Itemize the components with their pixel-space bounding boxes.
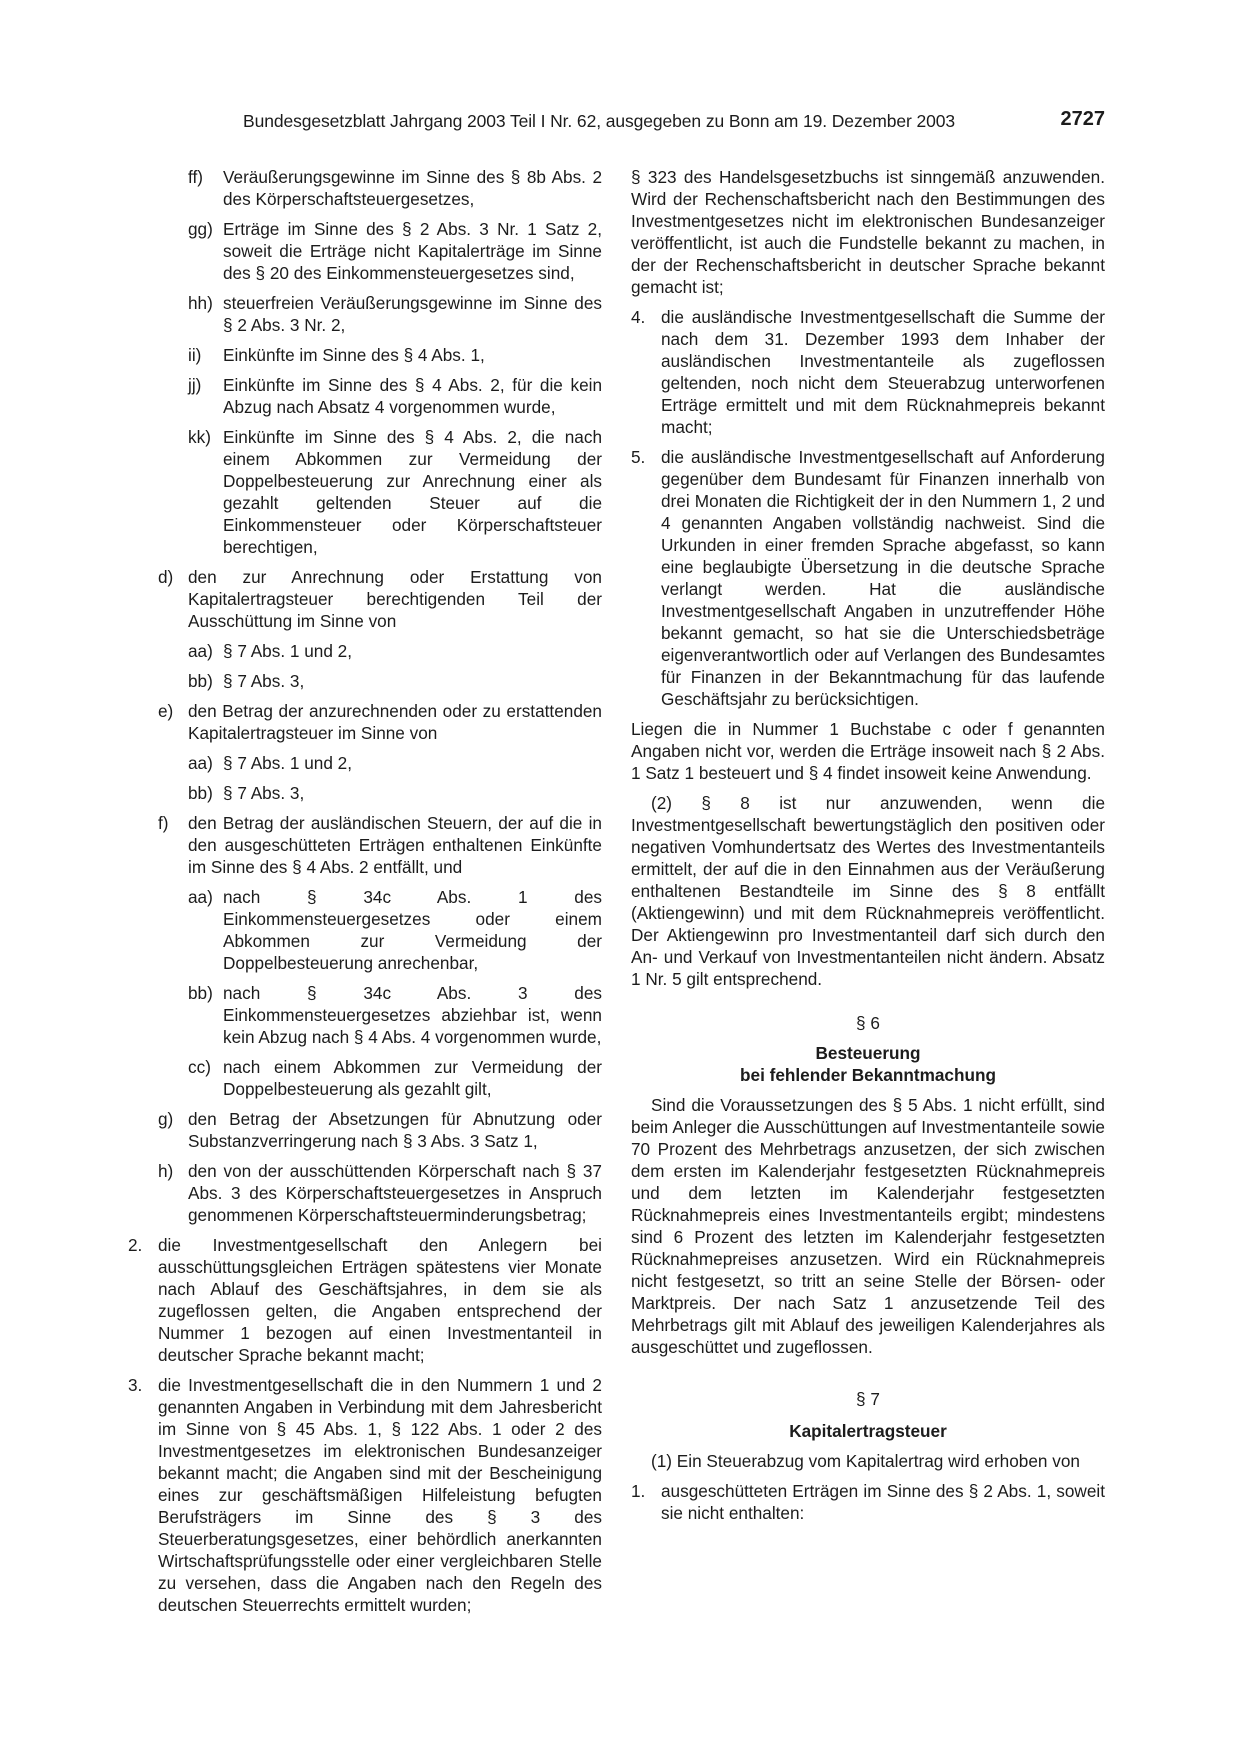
- list-item: [128, 1056, 602, 1100]
- item-text: den Betrag der anzurechnenden oder zu erstattenden Kapitalertragsteuer im Sinne von: [188, 701, 602, 743]
- list-item: [631, 306, 1105, 438]
- paragraph-2: (2) § 8 ist nur anzuwenden, wenn die Investmentgesellschaft bewertungstäglich den positiven oder negativen Vomhundertsatz des Wertes des Investmentanteils ermittelt, der auf die in den Einnahmen aus der Veräußerung enthaltenen Bestandteile im Sinne des § 8 entfällt (Aktiengewinn) und mit dem Rücknahmepreis veröffentlicht. Der Aktiengewinn pro Investmentanteil darf sich durch den An- und Verkauf von Investmentanteilen nicht ändern. Absatz 1 Nr. 5 gilt entsprechend.: [631, 793, 1105, 989]
- list-item: [128, 1160, 602, 1226]
- header-title: Bundesgesetzblatt Jahrgang 2003 Teil I Nr. 62, ausgegeben zu Bonn am 19. Dezember 2003: [243, 111, 955, 131]
- item-label: aa): [188, 887, 213, 907]
- item-text: nach § 34c Abs. 3 des Einkommensteuergesetzes abziehbar ist, wenn kein Abzug nach § 4 Abs. 4 vorgenommen wurde,: [223, 983, 602, 1047]
- item-text: Veräußerungsgewinne im Sinne des § 8b Abs. 2 des Körperschaftsteuergesetzes,: [223, 167, 602, 209]
- item-label: jj): [188, 375, 202, 395]
- item-text: den von der ausschüttenden Körperschaft nach § 37 Abs. 3 des Körperschaftsteuergesetzes in Anspruch genommenen Körperschaftsteuerminderungsbetrag;: [188, 1161, 602, 1225]
- list-item: [128, 426, 602, 558]
- item-label: aa): [188, 753, 213, 773]
- item-label: d): [158, 567, 174, 587]
- list-item: [128, 166, 602, 210]
- item-label: hh): [188, 293, 213, 313]
- item-text: den Betrag der Absetzungen für Abnutzung oder Substanzverringerung nach § 3 Abs. 3 Satz 1,: [188, 1109, 602, 1151]
- list-item: [128, 700, 602, 744]
- right-column: [631, 166, 1105, 1532]
- list-item: [128, 218, 602, 284]
- item-label: 5.: [631, 447, 646, 467]
- section-7-number: § 7: [856, 1389, 880, 1409]
- page-header: [243, 108, 1105, 136]
- item-label: 2.: [128, 1235, 143, 1255]
- list-item: [128, 374, 602, 418]
- item-text: § 7 Abs. 3,: [223, 783, 305, 803]
- continuation-text: § 323 des Handelsgesetzbuchs ist sinngemäß anzuwenden. Wird der Rechenschaftsbericht nach den Bestimmungen des Investmentgesetzes nicht im elektronischen Bundesanzeiger veröffentlicht, ist auch die Fundstelle bekannt zu machen, in der der Rechenschaftsbericht in deutscher Sprache bekannt gemacht ist;: [631, 167, 1105, 297]
- item-text: die ausländische Investmentgesellschaft die Summe der nach dem 31. Dezember 1993 dem Inhaber der ausländischen Investmentanteile als zugeflossen geltenden, noch nicht dem Steuerabzug unterworfenen Erträge ermittelt und mit dem Rücknahmepreis bekannt macht;: [661, 307, 1105, 437]
- list-item: [128, 1108, 602, 1152]
- list-item: [128, 782, 602, 804]
- item-text: ausgeschütteten Erträgen im Sinne des § 2 Abs. 1, soweit sie nicht enthalten:: [661, 1481, 1105, 1523]
- item-text: nach § 34c Abs. 1 des Einkommensteuergesetzes oder einem Abkommen zur Vermeidung der Doppelbesteuerung anrechenbar,: [223, 887, 602, 973]
- list-item: [128, 292, 602, 336]
- item-label: g): [158, 1109, 174, 1129]
- item-label: 4.: [631, 307, 646, 327]
- item-text: die ausländische Investmentgesellschaft auf Anforderung gegenüber dem Bundesamt für Finanzen innerhalb von drei Monaten die Richtigkeit der in den Nummern 1, 2 und 4 genannten Angaben vollständig nachweist. Sind die Urkunden in einer fremden Sprache abgefasst, so kann eine beglaubigte Übersetzung in die deutsche Sprache verlangt werden. Hat die ausländische Investmentgesellschaft Angaben in unzutreffender Höhe bekannt gemacht, so hat sie die Unterschiedsbeträge eigenverantwortlich oder auf Verlangen des Bundesamtes für Finanzen in der Bekanntmachung für das laufende Geschäftsjahr zu berücksichtigen.: [661, 447, 1105, 709]
- item-text: nach einem Abkommen zur Vermeidung der Doppelbesteuerung als gezahlt gilt,: [223, 1057, 602, 1099]
- section-7-text: (1) Ein Steuerabzug vom Kapitalertrag wird erhoben von: [651, 1451, 1080, 1471]
- page-number: 2727: [1060, 108, 1105, 130]
- item-label: 1.: [631, 1481, 646, 1501]
- section-6-text: Sind die Voraussetzungen des § 5 Abs. 1 nicht erfüllt, sind beim Anleger die Ausschüttungen auf Investmentanteile sowie 70 Prozent des Mehrbetrags anzusetzen, der sich zwischen dem ersten im Kalenderjahr festgesetzten Rücknahmepreis und dem letzten im Kalenderjahr festgesetzten Rücknahmepreis eines Investmentanteils ergibt; mindestens sind 6 Prozent des letzten im Kalenderjahr festgesetzten Rücknahmepreises anzusetzen. Wird ein Rücknahmepreis nicht festgesetzt, so tritt an seine Stelle der Börsen- oder Marktpreis. Der nach Satz 1 anzusetzende Teil des Mehrbetrags gilt mit Ablauf des jeweiligen Kalenderjahres als ausgeschüttet und zugeflossen.: [631, 1095, 1105, 1357]
- list-item: [128, 752, 602, 774]
- list-item: [128, 886, 602, 974]
- item-label: h): [158, 1161, 174, 1181]
- section-6-title-line2: bei fehlender Bekanntmachung: [740, 1065, 996, 1085]
- item-label: bb): [188, 983, 213, 1003]
- list-item: [128, 812, 602, 878]
- item-label: kk): [188, 427, 211, 447]
- item-label: bb): [188, 783, 213, 803]
- item-label: 3.: [128, 1375, 143, 1395]
- item-text: Einkünfte im Sinne des § 4 Abs. 2, für die kein Abzug nach Absatz 4 vorgenommen wurde,: [223, 375, 602, 417]
- item-label: ff): [188, 167, 203, 187]
- item-text: die Investmentgesellschaft den Anlegern bei ausschüttungsgleichen Erträgen spätestens vier Monate nach Ablauf des Geschäftsjahres, in dem sie als zugeflossen gelten, die Angaben entsprechend der Nummer 1 bezogen auf einen Investmentanteil in deutscher Sprache bekannt macht;: [158, 1235, 602, 1365]
- list-item: [128, 982, 602, 1048]
- list-item: [631, 1480, 1105, 1524]
- list-item: [128, 344, 602, 366]
- list-item: [128, 566, 602, 632]
- list-item: [128, 640, 602, 662]
- item-label: aa): [188, 641, 213, 661]
- item-text: Einkünfte im Sinne des § 4 Abs. 1,: [223, 345, 485, 365]
- left-column: [128, 166, 602, 1624]
- item-text: § 7 Abs. 3,: [223, 671, 305, 691]
- list-item: [128, 1234, 602, 1366]
- section-7-title: Kapitalertragsteuer: [789, 1421, 947, 1441]
- item-text: den zur Anrechnung oder Erstattung von Kapitalertragsteuer berechtigenden Teil der Ausschüttung im Sinne von: [188, 567, 602, 631]
- closing-paragraph: Liegen die in Nummer 1 Buchstabe c oder f genannten Angaben nicht vor, werden die Erträge insoweit nach § 2 Abs. 1 Satz 1 besteuert und § 4 findet insoweit keine Anwendung.: [631, 719, 1105, 783]
- section-6-title-line1: Besteuerung: [815, 1043, 921, 1063]
- item-label: cc): [188, 1057, 211, 1077]
- item-label: bb): [188, 671, 213, 691]
- item-text: die Investmentgesellschaft die in den Nummern 1 und 2 genannten Angaben in Verbindung mit dem Jahresbericht im Sinne von § 45 Abs. 1, § 122 Abs. 1 oder 2 des Investmentgesetzes im elektronischen Bundesanzeiger bekannt macht; die Angaben sind mit der Bescheinigung eines zur geschäftsmäßigen Hilfeleistung befugten Berufsträgers im Sinne des § 3 des Steuerberatungsgesetzes, einer behördlich anerkannten Wirtschaftsprüfungsstelle oder einer vergleichbaren Stelle zu versehen, dass die Angaben nach den Regeln des deutschen Steuerrechts ermittelt wurden;: [158, 1375, 602, 1615]
- list-item: [631, 446, 1105, 710]
- list-item: [128, 670, 602, 692]
- list-item: [128, 1374, 602, 1616]
- item-text: Einkünfte im Sinne des § 4 Abs. 2, die nach einem Abkommen zur Vermeidung der Doppelbesteuerung zur Anrechnung einer als gezahlt geltenden Steuer auf die Einkommensteuer oder Körperschaftsteuer berechtigen,: [223, 427, 602, 557]
- item-text: § 7 Abs. 1 und 2,: [223, 753, 353, 773]
- item-label: ii): [188, 345, 202, 365]
- item-text: den Betrag der ausländischen Steuern, der auf die in den ausgeschütteten Erträgen enthaltenen Einkünfte im Sinne des § 4 Abs. 2 entfällt, und: [188, 813, 602, 877]
- item-label: f): [158, 813, 169, 833]
- section-6-number: § 6: [856, 1013, 880, 1033]
- item-text: § 7 Abs. 1 und 2,: [223, 641, 353, 661]
- item-label: e): [158, 701, 174, 721]
- item-label: gg): [188, 219, 213, 239]
- item-text: Erträge im Sinne des § 2 Abs. 3 Nr. 1 Satz 2, soweit die Erträge nicht Kapitalerträge im Sinne des § 20 des Einkommensteuergesetzes sind,: [223, 219, 602, 283]
- item-text: steuerfreien Veräußerungsgewinne im Sinne des § 2 Abs. 3 Nr. 2,: [223, 293, 602, 335]
